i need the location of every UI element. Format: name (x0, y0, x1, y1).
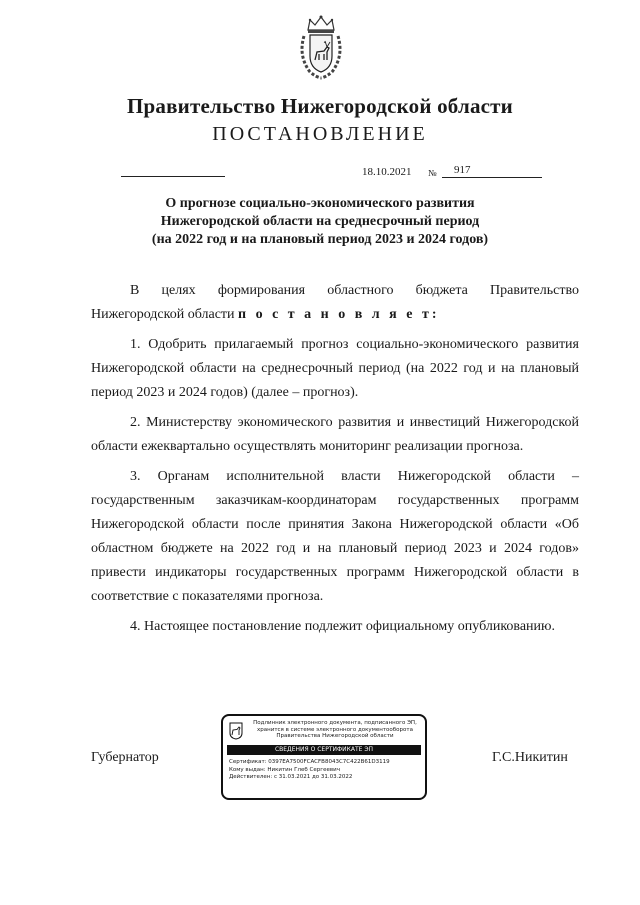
intro-paragraph (91, 279, 579, 327)
deer-emblem-icon (229, 722, 243, 740)
stamp-title-bar: СВЕДЕНИЯ О СЕРТИФИКАТЕ ЭП (227, 745, 421, 755)
resolves-word: п о с т а н о в л я е т: (238, 307, 440, 322)
document-type: ПОСТАНОВЛЕНИЕ (212, 123, 428, 145)
item-1: 1. Одобрить прилагаемый прогноз социально-экономического развития Нижегородской области на среднесрочный период (на 2022 год и на плановый период 2023 и 2024 годов) (далее – прогноз). (91, 337, 579, 400)
item-2: 2. Министерству экономического развития и инвестиций Нижегородской области ежеквартально осуществлять мониторинг реализации прогноза. (91, 415, 579, 454)
item-4: 4. Настоящее постановление подлежит официальному опубликованию. (130, 619, 555, 634)
subject-line: Нижегородской области на среднесрочный период (160, 214, 480, 229)
intro-text: В целях формирования областного бюджета Правительство Нижегородской области (91, 283, 579, 322)
document-number: 917 (442, 164, 542, 178)
electronic-signature-stamp (221, 714, 427, 800)
document-date: 18.10.2021 (362, 166, 412, 178)
certificate-owner: Кому выдан: Никитин Глеб Сергеевич (229, 766, 340, 773)
certificate-validity: Действителен: с 31.03.2021 до 31.03.2022 (229, 774, 353, 780)
coat-of-arms-icon (296, 14, 346, 80)
blank-line (121, 176, 225, 177)
government-title: Правительство Нижегородской области (127, 94, 513, 118)
certificate-id: Сертификат: 0397EA7500FCACFB8043C7C422B61D3119 (229, 759, 390, 765)
signatory-name: Г.С.Никитин (492, 750, 568, 765)
stamp-header (247, 720, 423, 740)
signatory-position: Губернатор (91, 750, 159, 765)
stamp-details (229, 759, 421, 782)
document-body (91, 279, 579, 645)
stamp-line: Правительства Нижегородской области (276, 733, 394, 740)
subject-line: (на 2022 год и на плановый период 2023 и 2024 годов) (151, 232, 489, 247)
subject-line: О прогнозе социально-экономического развития (165, 196, 475, 211)
stamp-line: хранится в системе электронного документооборота (257, 726, 413, 733)
item-3: 3. Органам исполнительной власти Нижегородской области – государственным заказчикам-координаторам государственных программ Нижегородской области после принятия Закона Нижегородской области «Об областном бюджете на 2022 год и на плановый период 2023 и 2024 годов» привести индикаторы государственных программ Нижегородской области в соответствие с показателями прогноза. (91, 469, 579, 604)
number-sign: № (428, 168, 437, 178)
stamp-line: Подлинник электронного документа, подписанного ЭП, (253, 720, 417, 726)
document-subject (0, 195, 640, 249)
